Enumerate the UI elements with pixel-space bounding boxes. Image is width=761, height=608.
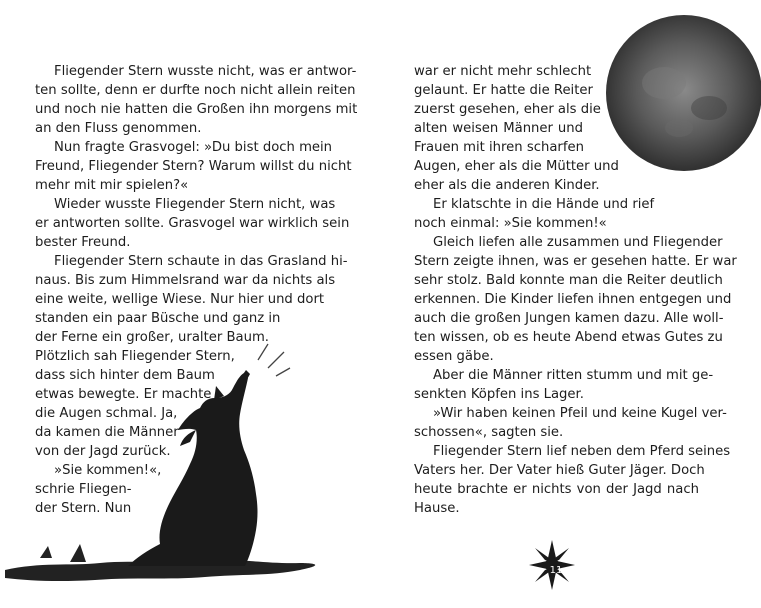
text-line: an den Fluss genommen. — [35, 121, 202, 136]
text-line: »Wir haben keinen Pfeil und keine Kugel ver- — [433, 406, 727, 421]
text-line: heute brachte er nichts von der Jagd nach — [414, 482, 699, 497]
text-line: Frauen mit ihren scharfen — [414, 140, 584, 155]
text-line: senkten Köpfen ins Lager. — [414, 387, 584, 402]
text-line: schossen«, sagten sie. — [414, 425, 564, 440]
text-line: Wieder wusste Fliegender Stern nicht, was — [54, 197, 336, 212]
text-line: »Sie kommen!«, — [54, 463, 162, 478]
right-page — [381, 0, 761, 608]
text-line: Gleich liefen alle zusammen und Fliegender — [433, 235, 723, 250]
text-line: Vaters her. Der Vater hieß Guter Jäger. Doch — [414, 463, 705, 478]
text-line: von der Jagd zurück. — [35, 444, 171, 459]
text-line: ten wissen, ob es heute Abend etwas Gutes zu — [414, 330, 723, 345]
text-line: naus. Bis zum Himmelsrand war da nichts als — [35, 273, 336, 288]
text-line: die Augen schmal. Ja, — [35, 406, 178, 421]
text-line: sehr stolz. Bald konnte man die Reiter deutlich — [414, 273, 723, 288]
text-line: Aber die Männer ritten stumm und mit ge- — [433, 368, 714, 383]
text-line: Fliegender Stern lief neben dem Pferd seines — [433, 444, 731, 459]
text-line: essen gäbe. — [414, 349, 494, 364]
text-line: eher als die anderen Kinder. — [414, 178, 600, 193]
text-line: ten sollte, denn er durfte noch nicht allein reiten — [35, 83, 356, 98]
text-line: der Ferne ein großer, uralter Baum. — [35, 330, 269, 345]
text-line: schrie Fliegen- — [35, 482, 132, 497]
text-line: noch einmal: »Sie kommen!« — [414, 216, 607, 231]
text-line: Plötzlich sah Fliegender Stern, — [35, 349, 235, 364]
text-line: Nun fragte Grasvogel: »Du bist doch mein — [54, 140, 333, 155]
text-line: auch die großen Jungen kamen dazu. Alle woll- — [414, 311, 724, 326]
text-line: Fliegender Stern wusste nicht, was er antwor- — [54, 64, 357, 79]
text-line: Er klatschte in die Hände und rief — [433, 197, 655, 212]
text-line: der Stern. Nun — [35, 501, 132, 516]
text-line: Freund, Fliegender Stern? Warum willst du nicht — [35, 159, 352, 174]
text-line: bester Freund. — [35, 235, 131, 250]
text-line: Fliegender Stern schaute in das Grasland hi- — [54, 254, 348, 269]
page-number: 11 — [549, 565, 563, 576]
text-line: dass sich hinter dem Baum — [35, 368, 215, 383]
text-line: erkennen. Die Kinder liefen ihnen entgegen und — [414, 292, 732, 307]
text-line: etwas bewegte. Er machte — [35, 387, 212, 402]
text-line: und noch nie hatten die Großen ihn morgens mit — [35, 102, 358, 117]
text-line: eine weite, wellige Wiese. Nur hier und dort — [35, 292, 325, 307]
text-line: alten weisen Männer und — [414, 121, 583, 136]
text-line: mehr mit mir spielen?« — [35, 178, 189, 193]
text-line: Augen, eher als die Mütter und — [414, 159, 619, 174]
moon-icon — [604, 13, 761, 173]
text-line: er antworten sollte. Grasvogel war wirklich sein — [35, 216, 350, 231]
text-line: zuerst gesehen, eher als die — [414, 102, 601, 117]
text-line: war er nicht mehr schlecht — [414, 64, 592, 79]
text-line: Stern zeigte ihnen, was er gesehen hatte. Er war — [414, 254, 737, 269]
text-line: Hause. — [414, 501, 460, 516]
text-line: gelaunt. Er hatte die Reiter — [414, 83, 593, 98]
wolf-icon — [0, 330, 380, 608]
left-page — [0, 0, 380, 608]
text-line: da kamen die Männer — [35, 425, 179, 440]
text-line: standen ein paar Büsche und ganz in — [35, 311, 281, 326]
